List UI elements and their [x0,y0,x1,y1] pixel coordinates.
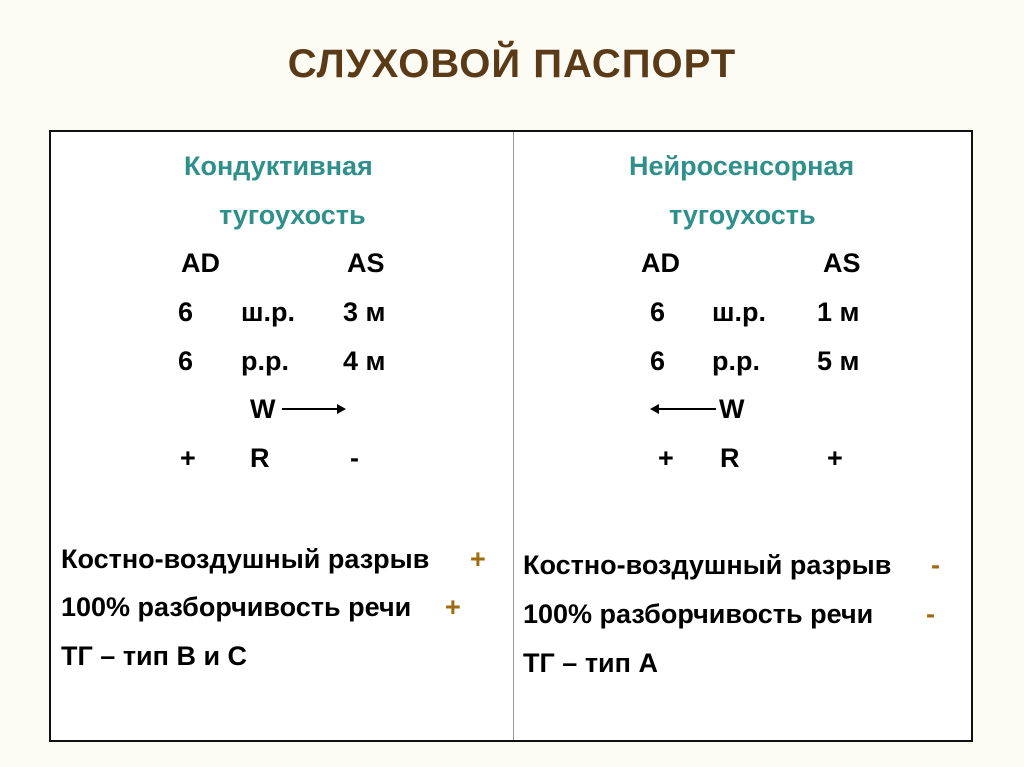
left-tympanogram: ТГ – тип В и С [61,641,248,671]
left-weber-arrow-right-icon [282,408,344,410]
right-row2-ad: 6 [650,346,666,376]
left-rinne-label: R [250,443,270,473]
right-row1-as: 1 м [817,297,860,327]
left-weber-label: W [250,394,276,424]
left-bone-air-gap-sign: + [470,544,486,574]
left-speech: 100% разборчивость речи [61,592,412,622]
right-rinne-as: + [827,443,843,473]
right-weber-arrow-left-icon [652,408,716,410]
left-rinne-as: - [350,443,359,473]
right-speech: 100% разборчивость речи [523,599,874,629]
left-ad-label: AD [181,248,220,278]
left-bone-air-gap: Костно-воздушный разрыв [61,544,430,574]
left-row1-as: 3 м [343,297,386,327]
right-heading-line1: Нейросенсорная [629,151,855,181]
left-row2-label: р.р. [241,346,289,376]
right-as-label: AS [823,248,861,278]
right-row2-label: р.р. [712,346,760,376]
right-heading-line2: тугоухость [669,200,816,230]
right-bone-air-gap-sign: - [931,550,940,580]
right-tympanogram: ТГ – тип А [523,648,658,678]
left-row1-ad: 6 [178,297,194,327]
right-weber-label: W [719,394,745,424]
left-speech-sign: + [445,592,461,622]
right-row1-ad: 6 [650,297,666,327]
slide-title: СЛУХОВОЙ ПАСПОРТ [287,42,737,86]
comparison-table [49,130,973,742]
left-as-label: AS [347,248,385,278]
right-rinne-ad: + [658,443,674,473]
right-bone-air-gap: Костно-воздушный разрыв [523,550,892,580]
left-heading-line2: тугоухость [219,200,366,230]
left-row2-as: 4 м [343,346,386,376]
right-ad-label: AD [641,248,680,278]
left-rinne-ad: + [180,443,196,473]
right-row2-as: 5 м [817,346,860,376]
left-row1-label: ш.р. [241,297,295,327]
left-heading-line1: Кондуктивная [184,151,373,181]
right-rinne-label: R [720,443,740,473]
column-divider [513,132,514,740]
right-row1-label: ш.р. [712,297,766,327]
right-speech-sign: - [926,599,935,629]
left-row2-ad: 6 [178,346,194,376]
